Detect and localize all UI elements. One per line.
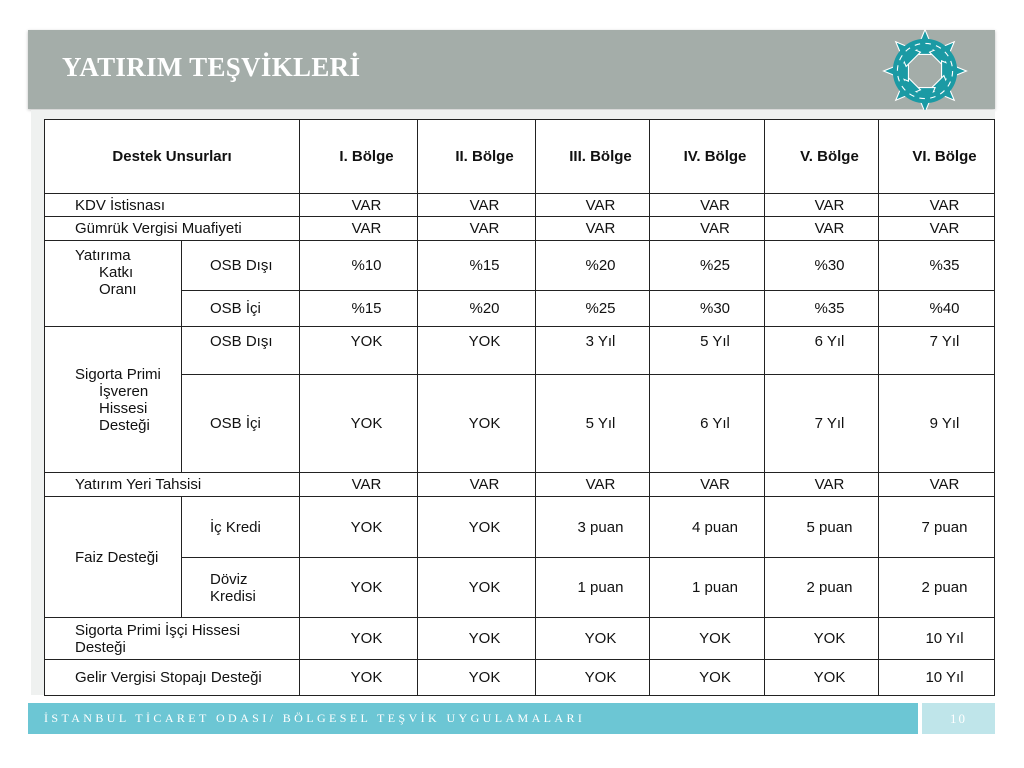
cell: VAR <box>765 473 879 497</box>
cell: VAR <box>418 217 536 241</box>
label-line: Hissesi <box>99 399 148 417</box>
slide-title: YATIRIM TEŞVİKLERİ <box>62 52 361 82</box>
cell: 10 Yıl <box>879 660 995 696</box>
table-row-katki-osb-disi <box>45 241 995 291</box>
header-bolge-6: VI. Bölge <box>879 120 995 194</box>
header-bolge-5: V. Bölge <box>765 120 879 194</box>
cell: YOK <box>300 375 418 473</box>
cell: VAR <box>650 217 765 241</box>
cell: %40 <box>879 291 995 327</box>
cell: YOK <box>650 660 765 696</box>
cell: 3 Yıl <box>536 327 650 375</box>
cell: YOK <box>765 618 879 660</box>
cell: YOK <box>300 618 418 660</box>
row-label: Gelir Vergisi Stopajı Desteği <box>45 660 300 696</box>
cell: YOK <box>418 327 536 375</box>
header-bolge-4: IV. Bölge <box>650 120 765 194</box>
sub-label: OSB İçi <box>182 291 300 327</box>
label-line: Desteği <box>75 638 126 656</box>
cell: VAR <box>536 473 650 497</box>
cell: 1 puan <box>650 558 765 618</box>
cell: YOK <box>418 375 536 473</box>
cell: YOK <box>300 327 418 375</box>
cell: VAR <box>300 473 418 497</box>
cell: YOK <box>418 618 536 660</box>
table-row-gelir-vergisi <box>45 660 995 696</box>
table-container <box>31 110 995 695</box>
label-line: Yatırıma <box>75 247 131 264</box>
cell: VAR <box>650 473 765 497</box>
label-line: Kredisi <box>210 587 256 605</box>
cell: VAR <box>300 194 418 217</box>
cell: 1 puan <box>536 558 650 618</box>
page-number-box <box>922 703 995 734</box>
cell: YOK <box>418 558 536 618</box>
cell: 9 Yıl <box>879 375 995 473</box>
cell: VAR <box>879 473 995 497</box>
table-row-kdv <box>45 194 995 217</box>
cell: %30 <box>765 241 879 291</box>
row-label <box>45 618 300 660</box>
table-row-faiz-doviz-kredisi <box>45 558 995 618</box>
cell: VAR <box>536 194 650 217</box>
row-label: KDV İstisnası <box>45 194 300 217</box>
cell: 5 Yıl <box>536 375 650 473</box>
sub-label <box>182 497 300 558</box>
cell: %15 <box>300 291 418 327</box>
cell: 7 Yıl <box>879 327 995 375</box>
table-row-yatirim-yeri <box>45 473 995 497</box>
cell: VAR <box>300 217 418 241</box>
cell: 10 Yıl <box>879 618 995 660</box>
eight-point-star-logo-icon <box>879 25 971 117</box>
label-line: Döviz <box>210 570 248 588</box>
row-label: Yatırım Yeri Tahsisi <box>45 473 300 497</box>
cell: YOK <box>300 497 418 558</box>
sub-label: OSB İçi <box>182 375 300 473</box>
cell: VAR <box>536 217 650 241</box>
table-row-sigorta-isveren-osb-ici <box>45 375 995 473</box>
row-label-katki <box>45 241 182 327</box>
cell: %20 <box>418 291 536 327</box>
cell: YOK <box>536 618 650 660</box>
cell: YOK <box>300 660 418 696</box>
header-bolge-2: II. Bölge <box>418 120 536 194</box>
label-line: İç Kredi <box>210 518 261 536</box>
label-line: İşveren <box>99 382 149 400</box>
table-header-row <box>45 120 995 194</box>
incentive-table <box>44 119 995 696</box>
row-label-faiz: Faiz Desteği <box>45 497 182 618</box>
cell: %20 <box>536 241 650 291</box>
label-line: Sigorta Primi <box>75 365 161 383</box>
header-bolge-1: I. Bölge <box>300 120 418 194</box>
header-destek: Destek Unsurları <box>45 120 300 194</box>
cell: %15 <box>418 241 536 291</box>
table-row-gumruk <box>45 217 995 241</box>
cell: %30 <box>650 291 765 327</box>
cell: VAR <box>765 217 879 241</box>
header-bolge-3: III. Bölge <box>536 120 650 194</box>
cell: %25 <box>650 241 765 291</box>
footer-text: İSTANBUL TİCARET ODASI/ BÖLGESEL TEŞVİK UYGULAMALARI <box>44 711 586 725</box>
cell: VAR <box>418 473 536 497</box>
cell: YOK <box>300 558 418 618</box>
label-line: Oranı <box>99 281 137 298</box>
cell: YOK <box>765 660 879 696</box>
cell: YOK <box>418 497 536 558</box>
cell: VAR <box>765 194 879 217</box>
row-label: Gümrük Vergisi Muafiyeti <box>45 217 300 241</box>
sub-label <box>182 558 300 618</box>
cell: 7 puan <box>879 497 995 558</box>
cell: 5 Yıl <box>650 327 765 375</box>
cell: VAR <box>879 194 995 217</box>
cell: %10 <box>300 241 418 291</box>
slide-footer <box>28 703 918 734</box>
cell: 2 puan <box>765 558 879 618</box>
cell: VAR <box>418 194 536 217</box>
row-label-sigorta-isveren <box>45 327 182 473</box>
table-row-faiz-ic-kredi <box>45 497 995 558</box>
cell: %35 <box>879 241 995 291</box>
table-row-katki-osb-ici <box>45 291 995 327</box>
slide-header <box>28 30 995 109</box>
cell: 5 puan <box>765 497 879 558</box>
cell: %35 <box>765 291 879 327</box>
cell: 6 Yıl <box>765 327 879 375</box>
cell: 7 Yıl <box>765 375 879 473</box>
cell: YOK <box>650 618 765 660</box>
sub-label: OSB Dışı <box>182 241 300 291</box>
table-row-sigorta-isci <box>45 618 995 660</box>
table-row-sigorta-isveren-osb-disi <box>45 327 995 375</box>
cell: 4 puan <box>650 497 765 558</box>
cell: 2 puan <box>879 558 995 618</box>
cell: 6 Yıl <box>650 375 765 473</box>
sub-label: OSB Dışı <box>182 327 300 375</box>
cell: VAR <box>879 217 995 241</box>
label-line: Desteği <box>99 416 150 434</box>
cell: YOK <box>536 660 650 696</box>
cell: 3 puan <box>536 497 650 558</box>
cell: YOK <box>418 660 536 696</box>
label-line: Katkı <box>99 264 134 281</box>
cell: %25 <box>536 291 650 327</box>
page-number: 10 <box>950 711 967 726</box>
cell: VAR <box>650 194 765 217</box>
label-line: Sigorta Primi İşçi Hissesi <box>75 621 241 639</box>
